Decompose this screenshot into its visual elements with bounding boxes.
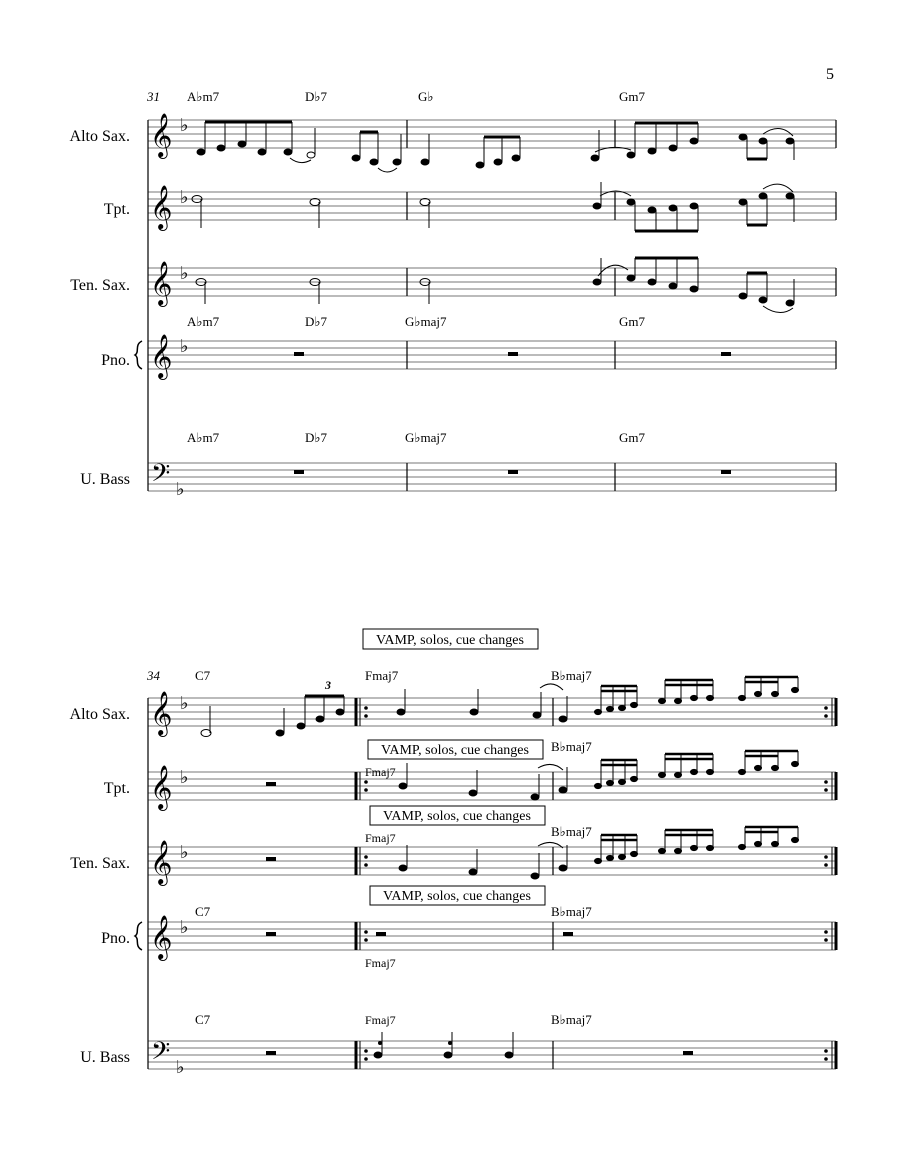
- chord-symbol: Fmaj7: [365, 1013, 396, 1027]
- staff-bass: [148, 463, 836, 491]
- measure-number: 31: [147, 89, 160, 104]
- treble-clef-icon: 𝄞: [150, 765, 173, 809]
- slur: [763, 306, 793, 313]
- instrument-name: Pno.: [101, 930, 130, 947]
- piano-brace: [135, 922, 142, 950]
- chord-symbol: A♭m7: [187, 314, 220, 329]
- staff-tenor-sax: [148, 268, 836, 296]
- page-number: 5: [826, 66, 834, 83]
- chord-symbol: Gm7: [619, 430, 645, 445]
- instrument-name: U. Bass: [80, 471, 130, 488]
- chord-symbol: Gm7: [619, 314, 645, 329]
- chord-symbol: C7: [195, 904, 211, 919]
- chord-symbol: G♭maj7: [405, 430, 447, 445]
- chord-symbol: A♭m7: [187, 89, 220, 104]
- tie: [290, 158, 311, 163]
- instrument-name: Pno.: [101, 352, 130, 369]
- tie: [538, 764, 563, 770]
- rehearsal-text: VAMP, solos, cue changes: [381, 743, 529, 758]
- treble-clef-icon: 𝄞: [150, 185, 173, 229]
- instrument-name: Tpt.: [103, 201, 130, 218]
- chord-symbol: Fmaj7: [365, 831, 396, 845]
- flat-key-signature-icon: ♭: [180, 115, 189, 136]
- flat-key-signature-icon: ♭: [180, 842, 189, 863]
- treble-clef-icon: 𝄞: [150, 113, 173, 157]
- alto-sax-notes: [197, 122, 794, 168]
- system-1: [70, 89, 836, 500]
- alto-sax-notes: [201, 677, 799, 737]
- flat-key-signature-icon: ♭: [176, 479, 185, 500]
- flat-key-signature-icon: ♭: [180, 336, 189, 357]
- bass-notes: [374, 1032, 513, 1058]
- chord-symbol: G♭: [418, 89, 434, 104]
- chord-symbol: D♭7: [305, 430, 328, 445]
- chord-symbol: D♭7: [305, 314, 328, 329]
- instrument-name: Tpt.: [103, 780, 130, 797]
- treble-clef-icon: 𝄞: [150, 261, 173, 305]
- chord-symbol: B♭maj7: [551, 668, 592, 683]
- staff-alto-sax: [148, 120, 836, 148]
- staff-trumpet: [148, 192, 836, 220]
- bass-clef-icon: 𝄢: [151, 1037, 171, 1072]
- slur: [763, 128, 793, 136]
- staff-trumpet: [148, 772, 836, 800]
- rehearsal-text: VAMP, solos, cue changes: [383, 809, 531, 824]
- instrument-name: Ten. Sax.: [70, 277, 130, 294]
- staff-alto-sax: [148, 698, 836, 726]
- flat-key-signature-icon: ♭: [180, 187, 189, 208]
- flat-key-signature-icon: ♭: [180, 693, 189, 714]
- chord-symbol: Gm7: [619, 89, 645, 104]
- treble-clef-icon: 𝄞: [150, 840, 173, 884]
- piano-brace: [135, 341, 142, 369]
- chord-symbol: Fmaj7: [365, 765, 396, 779]
- staff-bass: [148, 1041, 836, 1069]
- chord-symbol: Fmaj7: [365, 956, 396, 970]
- chord-symbol: A♭m7: [187, 430, 220, 445]
- chord-symbol: C7: [195, 1012, 211, 1027]
- instrument-name: Alto Sax.: [69, 128, 130, 145]
- chord-symbol: B♭maj7: [551, 739, 592, 754]
- rehearsal-text: VAMP, solos, cue changes: [383, 889, 531, 904]
- whole-rests: [294, 352, 731, 474]
- chord-symbol: B♭maj7: [551, 904, 592, 919]
- tenor-sax-notes: [399, 827, 799, 879]
- chord-symbol: C7: [195, 668, 211, 683]
- flat-key-signature-icon: ♭: [180, 917, 189, 938]
- bass-clef-icon: 𝄢: [151, 459, 171, 494]
- slur: [763, 184, 793, 192]
- chord-symbol: B♭maj7: [551, 824, 592, 839]
- flat-key-signature-icon: ♭: [180, 263, 189, 284]
- treble-clef-icon: 𝄞: [150, 691, 173, 735]
- staff-piano: [148, 341, 836, 369]
- flat-key-signature-icon: ♭: [176, 1057, 185, 1078]
- measure-number: 34: [147, 668, 160, 683]
- chord-symbol: G♭maj7: [405, 314, 447, 329]
- tie: [540, 684, 563, 690]
- instrument-name: Ten. Sax.: [70, 855, 130, 872]
- chord-symbol: Fmaj7: [365, 668, 399, 683]
- flat-key-signature-icon: ♭: [180, 767, 189, 788]
- treble-clef-icon: 𝄞: [150, 915, 173, 959]
- tie: [378, 168, 397, 172]
- system-2: [70, 629, 836, 1078]
- chord-symbol: B♭maj7: [551, 1012, 592, 1027]
- staff-piano: [148, 922, 836, 950]
- instrument-name: Alto Sax.: [69, 706, 130, 723]
- chord-symbol: D♭7: [305, 89, 328, 104]
- rehearsal-text: VAMP, solos, cue changes: [376, 633, 524, 648]
- instrument-name: U. Bass: [80, 1049, 130, 1066]
- tuplet-number: 3: [325, 678, 331, 692]
- treble-clef-icon: 𝄞: [150, 334, 173, 378]
- slur: [598, 265, 628, 276]
- staff-tenor-sax: [148, 847, 836, 875]
